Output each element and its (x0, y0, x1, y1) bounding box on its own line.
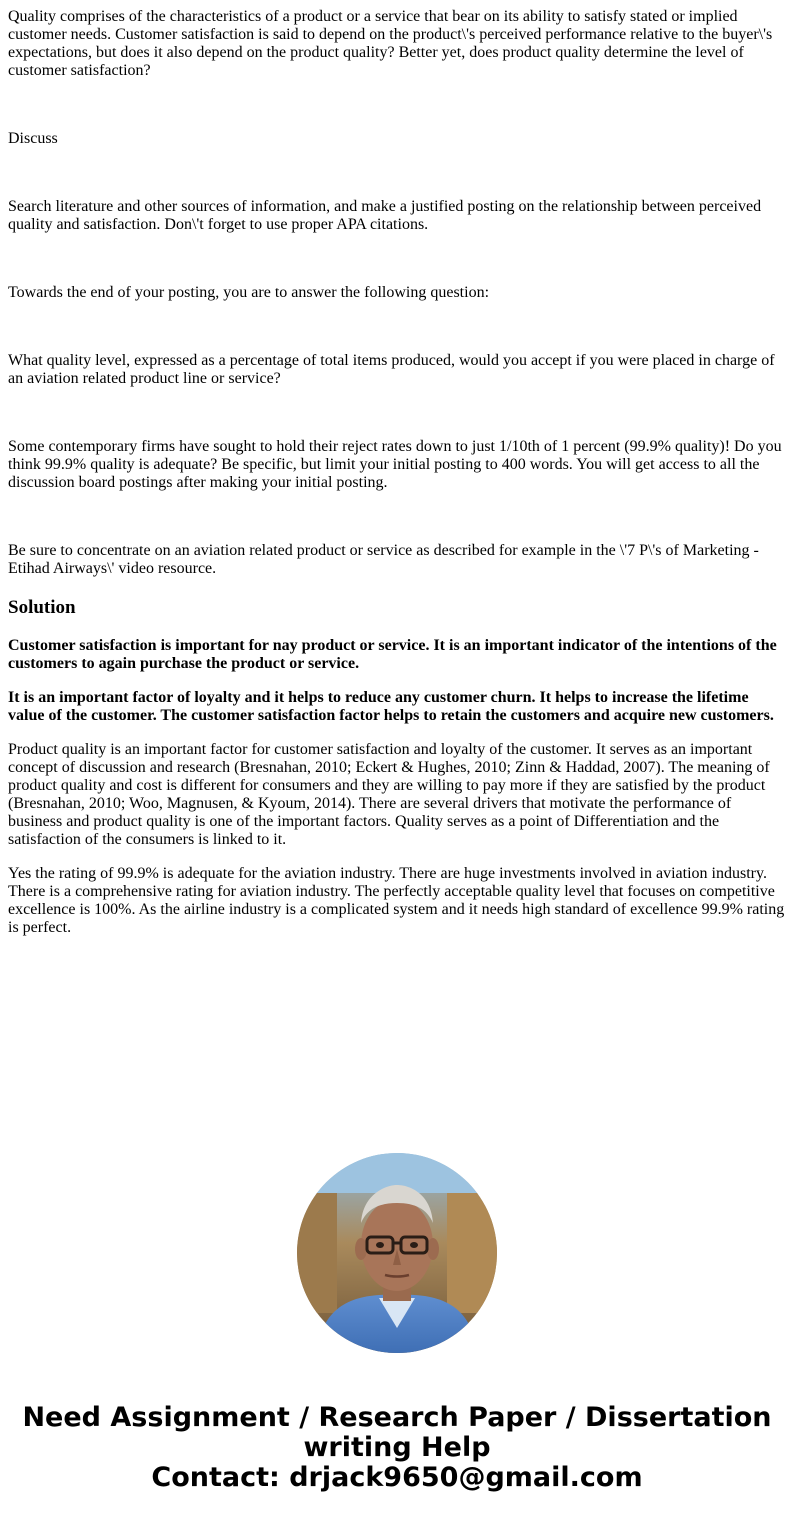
question-paragraph-discuss: Discuss (8, 130, 58, 147)
solution-heading: Solution (8, 597, 76, 618)
contact-footer (0, 1403, 794, 1493)
question-paragraph-quality-level: What quality level, expressed as a percentage of total items produced, would you accept if you were placed in charge of an aviation related product line or service? (8, 352, 775, 387)
question-paragraph-search: Search literature and other sources of information, and make a justified posting on the relationship between perceived quality and satisfaction. Don\'t forget to use proper APA citations. (8, 198, 762, 233)
question-paragraph-towards: Towards the end of your posting, you are to answer the following question: (8, 284, 490, 301)
solution-bold-paragraph-1: Customer satisfaction is important for nay product or service. It is an important indicator of the intentions of the customers to again purchase the product or service. (8, 637, 777, 672)
footer-line-1: Need Assignment / Research Paper / Dissertation (22, 1402, 772, 1433)
solution-bold-paragraph-2: It is an important factor of loyalty and it helps to reduce any customer churn. It helps to increase the lifetime value of the customer. The customer satisfaction factor helps to retain the customers and acquire new customers. (8, 689, 774, 724)
author-avatar (297, 1153, 497, 1353)
question-paragraph-aviation: Be sure to concentrate on an aviation related product or service as described for example in the \'7 P\'s of Marketing - Etihad Airways\' video resource. (8, 542, 759, 577)
question-paragraph-reject-rates: Some contemporary firms have sought to hold their reject rates down to just 1/10th of 1 percent (99.9% quality)! Do you think 99.9% quality is adequate? Be specific, but limit your initial posting to 400 words. You will get access to all the discussion board postings after making your initial posting. (8, 438, 782, 491)
footer-line-2: writing Help (303, 1432, 491, 1463)
footer-contact-email: Contact: drjack9650@gmail.com (151, 1462, 643, 1493)
solution-paragraph-rating: Yes the rating of 99.9% is adequate for the aviation industry. There are huge investments involved in aviation industry. There is a comprehensive rating for aviation industry. The perfectly acceptable quality level that focuses on competitive excellence is 100%. As the airline industry is a complicated system and it needs high standard of excellence 99.9% rating is perfect. (8, 865, 785, 936)
author-photo-icon (297, 1153, 497, 1353)
question-paragraph-intro: Quality comprises of the characteristics of a product or a service that bear on its ability to satisfy stated or implied customer needs. Customer satisfaction is said to depend on the product\'s perceived performance relative to the buyer\'s expectations, but does it also depend on the product quality? Better yet, does product quality determine the level of customer satisfaction? (8, 8, 773, 79)
solution-paragraph-product-quality: Product quality is an important factor for customer satisfaction and loyalty of the customer. It serves as an important concept of discussion and research (Bresnahan, 2010; Eckert & Hughes, 2010; Zinn & Haddad, 2007). The meaning of product quality and cost is different for consumers and they are willing to pay more if they are satisfied by the product (Bresnahan, 2010; Woo, Magnusen, & Kyoum, 2014). There are several drivers that motivate the performance of business and product quality is one of the important factors. Quality serves as a point of Differentiation and the satisfaction of the consumers is linked to it. (8, 741, 770, 848)
